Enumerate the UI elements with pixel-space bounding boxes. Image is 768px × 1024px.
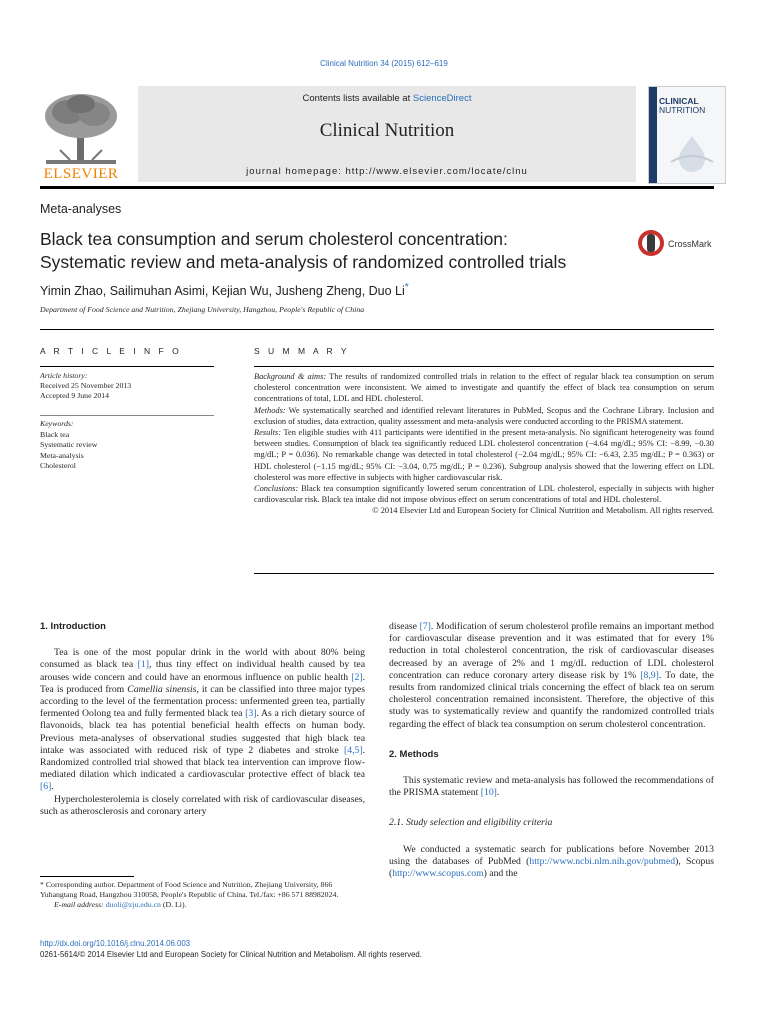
cover-spine (649, 87, 657, 184)
journal-homepage[interactable]: journal homepage: http://www.elsevier.com/locate/clnu (246, 166, 528, 177)
abstract-results: Results: Ten eligible studies with 411 participants were identified in the present meta-analysis. No significant heterogeneity was found between studies. Consumption of black tea significantly reduced LDL cholesterol concentration (−4.64 mg/dL; 95% CI: −8.99, −0.30 mg/dL; P = 0.036). No remarkable change was detected in total cholesterol (−2.04 mg/dL; 95% CI: −6.43, 2.35 mg/dL; P = 0.363) or HDL cholesterol (−1.15 mg/dL; 95% CI: −3.04, 0.75 mg/dL; P = 0.236). Subgroup analysis showed that the lowering effect on LDL cholesterol was more effective in subjects with higher cardiovascular risk. (254, 428, 714, 482)
header-rule (40, 186, 714, 189)
keyword-item: Meta-analysis (40, 450, 84, 460)
email-link[interactable]: duoli@zju.edu.cn (105, 900, 161, 909)
citation-link[interactable]: [8,9] (640, 669, 659, 681)
issn-copyright: 0261-5614/© 2014 Elsevier Ltd and European Society for Clinical Nutrition and Metabolism. All rights reserved. (40, 950, 422, 959)
abstract (254, 371, 714, 517)
body-column-left (40, 621, 365, 818)
intro-paragraph-2: Hypercholesterolemia is closely correlated with risk of cardiovascular diseases, such as atherosclerosis and coronary artery (40, 793, 365, 817)
footnote-rule (40, 876, 134, 877)
sciencedirect-link[interactable]: ScienceDirect (412, 93, 472, 104)
corresponding-author-footnote (40, 880, 365, 910)
methods-paragraph-2: We conducted a systematic search for publications before November 2013 using the databases of PubMed (http://www.ncbi.nlm.nih.gov/pubmed), Scopus (http://www.scopus.com) and the (389, 843, 714, 880)
cover-artwork (663, 132, 721, 172)
citation-link[interactable]: [3] (245, 708, 257, 720)
citation-link[interactable]: [7] (419, 621, 431, 632)
article-info-heading: A R T I C L E I N F O (40, 346, 182, 356)
article-section-label: Meta-analyses (40, 202, 122, 216)
abstract-background: Background & aims: The results of randomized controlled trials in relation to the effect of regular black tea consumption on serum cholesterol concentration were inconsistent. We aimed to investigate and quantify the effect of black tea consumption on serum concentrations of total, LDL and HDL cholesterol. (254, 372, 715, 404)
citation-link[interactable]: [6] (40, 781, 52, 793)
article-history (40, 371, 214, 401)
keyword-item: Cholesterol (40, 461, 76, 470)
article-info-rule (40, 366, 214, 367)
contents-availability: Contents lists available at ScienceDirect (302, 93, 472, 104)
accepted-date: Accepted 9 June 2014 (40, 391, 110, 400)
keywords-rule (40, 415, 214, 416)
keyword-item: Systematic review (40, 440, 98, 449)
abstract-conclusions: Conclusions: Black tea consumption significantly lowered serum concentration of LDL cholesterol, especially in subjects with higher cardiovascular risk. Black tea intake did not impose obvious effect on serum concentrations of total and HDL cholesterol. (254, 484, 714, 505)
title-line-2: Systematic review and meta-analysis of randomized controlled trials (40, 252, 567, 272)
citation-link[interactable]: [10] (480, 787, 497, 799)
corresponding-author-mark[interactable]: * (404, 282, 409, 293)
citation-link[interactable]: [4,5] (344, 744, 363, 756)
publisher-name: ELSEVIER (43, 166, 119, 182)
methods-paragraph-1: This systematic review and meta-analysis has followed the recommendations of the PRISMA statement [10]. (389, 775, 714, 799)
intro-paragraph-1: Tea is one of the most popular drink in the world with about 80% being consumed as black tea [1], thus tiny effect on individual health caused by tea arouses wide concern and could have an enormous influence on public health [2]. Tea is produced from Camellia sinensis, it can be classified into three major types according to the level of the fermentation process: unfermented green tea, partially fermented Oolong tea and fully fermented black tea [3]. As a rich dietary source of flavonoids, black tea has potential beneficial health effects on human body. Previous meta-analyses of observational studies suggested that high black tea intake was associated with reduced risk of type 2 diabetes and stroke [4,5]. Randomized controlled trial showed that black tea intervention can improve flow-mediated dilation which indicated a cardiovascular protective effect of black tea [6]. (40, 647, 366, 793)
article-title (40, 228, 630, 274)
footnote-text: * Corresponding author. Department of Food Science and Nutrition, Zhejiang University, 866 Yuhangtang Road, Hangzhou 310058, People's Republic of China. Tel./fax: +86 571 88982024. (40, 880, 339, 899)
keyword-item: Black tea (40, 429, 70, 439)
summary-rule (254, 366, 714, 367)
summary-heading: S U M M A R Y (254, 346, 350, 356)
journal-citation-link[interactable]: Clinical Nutrition 34 (2015) 612–619 (320, 59, 448, 68)
cover-title: CLINICAL (659, 96, 699, 106)
abstract-methods: Methods: We systematically searched and identified relevant literatures in PubMed, Scopus and the Cochrane Library. Inclusion and exclusion of studies, data extraction, quality assessment and meta-analysis were conducted according to the PRISMA statement. (254, 405, 714, 426)
scopus-link[interactable]: http://www.scopus.com (392, 868, 484, 880)
footnote-email-line: E-mail address: duoli@zju.edu.cn (D. Li). (54, 900, 187, 909)
intro-paragraph-2-continued: disease [7]. Modification of serum cholesterol profile remains an important method for cardiovascular disease prevention and it was estimated that for every 1% reduction in total cholesterol concentration, the risk of cardiovascular diseases decreased by an average of 2% and 1 mg/dL reduction of LDL cholesterol concentration can reduce coronary artery disease risk by 1% [8,9]. To date, the results from randomized clinical trials concerning the effect of black tea on serum cholesterol concentration remained inconsistent. Therefore, the objective of this study was to systematically review and quantify the randomized controlled trials regarding the effect of black tea consumption on serum cholesterol concentration. (389, 621, 714, 730)
abstract-bottom-rule (254, 573, 714, 574)
elsevier-tree-logo (40, 90, 122, 168)
crossmark-badge[interactable] (636, 228, 718, 258)
journal-name: Clinical Nutrition (319, 120, 455, 141)
title-line-1: Black tea consumption and serum cholesterol concentration: (40, 229, 508, 249)
received-date: Received 25 November 2013 (40, 381, 132, 390)
intro-heading: 1. Introduction (40, 621, 106, 632)
affiliation: Department of Food Science and Nutrition, Zhejiang University, Hangzhou, People's Republic of China (40, 305, 365, 314)
keywords-label: Keywords: (40, 419, 74, 428)
journal-cover-thumbnail[interactable] (648, 86, 726, 184)
citation-link[interactable]: [2] (351, 671, 363, 683)
keywords-block (40, 419, 214, 472)
abstract-copyright: © 2014 Elsevier Ltd and European Society for Clinical Nutrition and Metabolism. All rights reserved. (372, 506, 714, 516)
body-column-right (389, 621, 714, 880)
history-label: Article history: (40, 371, 88, 380)
methods-heading: 2. Methods (389, 748, 439, 760)
author-list: Yimin Zhao, Sailimuhan Asimi, Kejian Wu, Jusheng Zheng, Duo Li* (40, 282, 409, 299)
title-rule (40, 329, 714, 330)
citation-link[interactable]: [1] (137, 659, 149, 671)
methods-subheading: 2.1. Study selection and eligibility criteria (389, 817, 553, 829)
pubmed-link[interactable]: http://www.ncbi.nlm.nih.gov/pubmed (529, 855, 676, 867)
doi-link[interactable]: http://dx.doi.org/10.1016/j.clnu.2014.06.003 (40, 939, 190, 948)
cover-subtitle: NUTRITION (659, 105, 706, 115)
crossmark-label: CrossMark (668, 239, 712, 249)
